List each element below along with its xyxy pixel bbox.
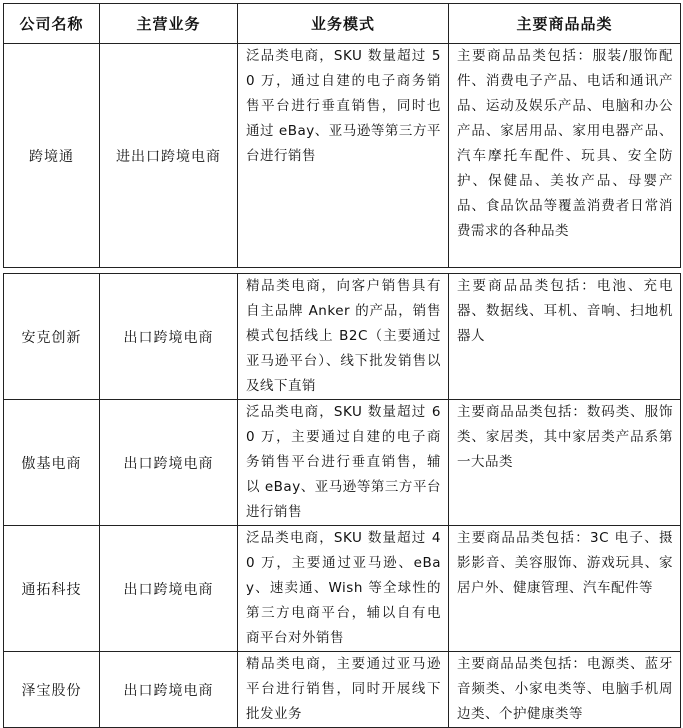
main-categories-cell: 主要商品品类包括：数码类、服饰类、家居类，其中家居类产品系第一大品类 xyxy=(449,400,681,526)
header-business-model: 业务模式 xyxy=(238,4,449,44)
main-categories-cell: 主要商品品类包括：电源类、蓝牙音频类、小家电类等、电脑手机周边类、个护健康类等 xyxy=(449,652,681,728)
company-comparison-table-top xyxy=(3,3,681,268)
main-business-cell: 进出口跨境电商 xyxy=(100,44,238,268)
header-main-business: 主营业务 xyxy=(100,4,238,44)
main-categories-cell: 主要商品品类包括：电池、充电器、数据线、耳机、音响、扫地机器人 xyxy=(449,274,681,400)
main-categories-cell: 主要商品品类包括：服装/服饰配件、消费电子产品、电话和通讯产品、运动及娱乐产品、电脑和办公产品、家居用品、家用电器产品、汽车摩托车配件、玩具、安全防护、保健品、美妆产品、母婴产品、食品饮品等覆盖消费者日常消费需求的各种品类 xyxy=(449,44,681,268)
business-model-cell: 精品类电商，主要通过亚马逊平台进行销售，同时开展线下批发业务 xyxy=(238,652,449,728)
company-comparison-table-bottom xyxy=(3,273,681,728)
main-business-cell: 出口跨境电商 xyxy=(100,400,238,526)
main-business-cell: 出口跨境电商 xyxy=(100,652,238,728)
company-name-cell: 跨境通 xyxy=(4,44,100,268)
table-row xyxy=(4,526,681,652)
header-main-categories: 主要商品品类 xyxy=(449,4,681,44)
main-business-cell: 出口跨境电商 xyxy=(100,526,238,652)
business-model-cell: 精品类电商，向客户销售具有自主品牌 Anker 的产品，销售模式包括线上 B2C（主要通过亚马逊平台）、线下批发销售以及线下直销 xyxy=(238,274,449,400)
business-model-cell: 泛品类电商，SKU 数量超过 50 万，通过自建的电子商务销售平台进行垂直销售，同时也通过 eBay、亚马逊等第三方平台进行销售 xyxy=(238,44,449,268)
company-name-cell: 通拓科技 xyxy=(4,526,100,652)
main-categories-cell: 主要商品品类包括：3C 电子、摄影影音、美容服饰、游戏玩具、家居户外、健康管理、汽车配件等 xyxy=(449,526,681,652)
company-name-cell: 傲基电商 xyxy=(4,400,100,526)
main-business-cell: 出口跨境电商 xyxy=(100,274,238,400)
table-row xyxy=(4,400,681,526)
company-name-cell: 安克创新 xyxy=(4,274,100,400)
company-name-cell: 泽宝股份 xyxy=(4,652,100,728)
header-company-name: 公司名称 xyxy=(4,4,100,44)
business-model-cell: 泛品类电商，SKU 数量超过 40 万，主要通过亚马逊、eBay、速卖通、Wish 等全球性的第三方电商平台，辅以自有电商平台对外销售 xyxy=(238,526,449,652)
header-row xyxy=(4,4,681,44)
business-model-cell: 泛品类电商，SKU 数量超过 60 万，主要通过自建的电子商务销售平台进行垂直销售，辅以 eBay、亚马逊等第三方平台进行销售 xyxy=(238,400,449,526)
table-row xyxy=(4,274,681,400)
table-row xyxy=(4,44,681,268)
table-row xyxy=(4,652,681,728)
